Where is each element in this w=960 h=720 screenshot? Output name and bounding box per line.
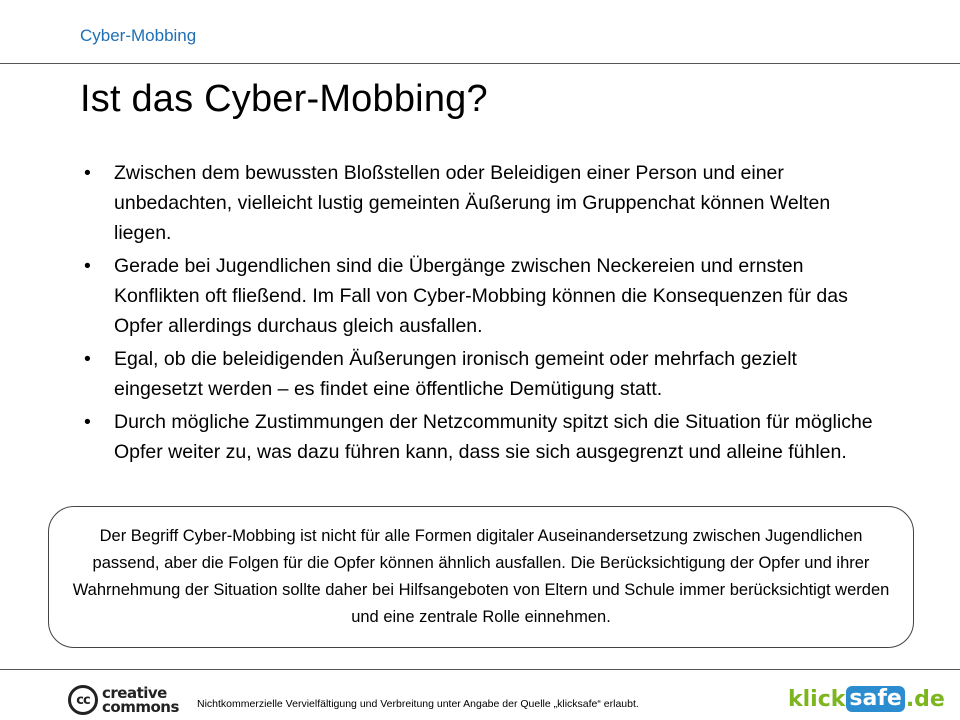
section-label: Cyber-Mobbing (80, 26, 197, 45)
bullet-text: Durch mögliche Zustimmungen der Netzcommunity spitzt sich die Situation für mögliche Opfer weiter zu, was dazu führen kann, dass sie sich ausgegrenzt und alleine fühlen. (114, 411, 873, 463)
note-text: Der Begriff Cyber-Mobbing ist nicht für alle Formen digitaler Auseinandersetzung zwischen Jugendlichen passend, aber die Folgen für die Opfer können ähnlich ausfallen. Die Berücksichtigung der Opfer und ihrer Wahrnehmung der Situation sollte daher bei Hilfsangeboten von Eltern und Schule immer berücksichtigt werden und eine zentrale Rolle einnehmen. (72, 527, 890, 626)
list-item (84, 344, 884, 404)
list-item (84, 251, 884, 341)
top-divider (0, 63, 960, 64)
logo-part-de: .de (905, 686, 945, 712)
list-item (84, 407, 884, 467)
bottom-divider (0, 669, 960, 670)
klicksafe-logo (788, 683, 945, 715)
bullet-dot: • (84, 162, 91, 184)
list-item (84, 158, 884, 248)
bullet-dot: • (84, 411, 91, 433)
bullet-dot: • (84, 255, 91, 277)
license-text: Nichtkommerzielle Vervielfältigung und Verbreitung unter Angabe der Quelle „klicksafe“ erlaubt. (197, 698, 639, 710)
cc-icon: cc (68, 685, 98, 715)
logo-part-klick: klick (788, 686, 846, 712)
creative-commons-logo (68, 684, 179, 716)
note-box (48, 506, 914, 648)
cc-wordmark (102, 686, 179, 714)
bullet-list (84, 158, 884, 470)
bullet-text: Gerade bei Jugendlichen sind die Übergänge zwischen Neckereien und ernsten Konflikten oft fließend. Im Fall von Cyber-Mobbing können die Konsequenzen für das Opfer allerdings durchaus gleich ausfallen. (114, 255, 848, 337)
slide-title: Ist das Cyber-Mobbing? (80, 78, 488, 120)
bullet-text: Zwischen dem bewussten Bloßstellen oder Beleidigen einer Person und einer unbedachten, vielleicht lustig gemeinten Äußerung im Gruppenchat können Welten liegen. (114, 162, 831, 244)
bullet-text: Egal, ob die beleidigenden Äußerungen ironisch gemeint oder mehrfach gezielt eingesetzt werden – es findet eine öffentliche Demütigung statt. (114, 348, 797, 400)
bullet-dot: • (84, 348, 91, 370)
logo-part-safe: safe (846, 686, 904, 712)
cc-word-commons: commons (102, 698, 179, 716)
cc-word-creative: creative (102, 684, 167, 702)
